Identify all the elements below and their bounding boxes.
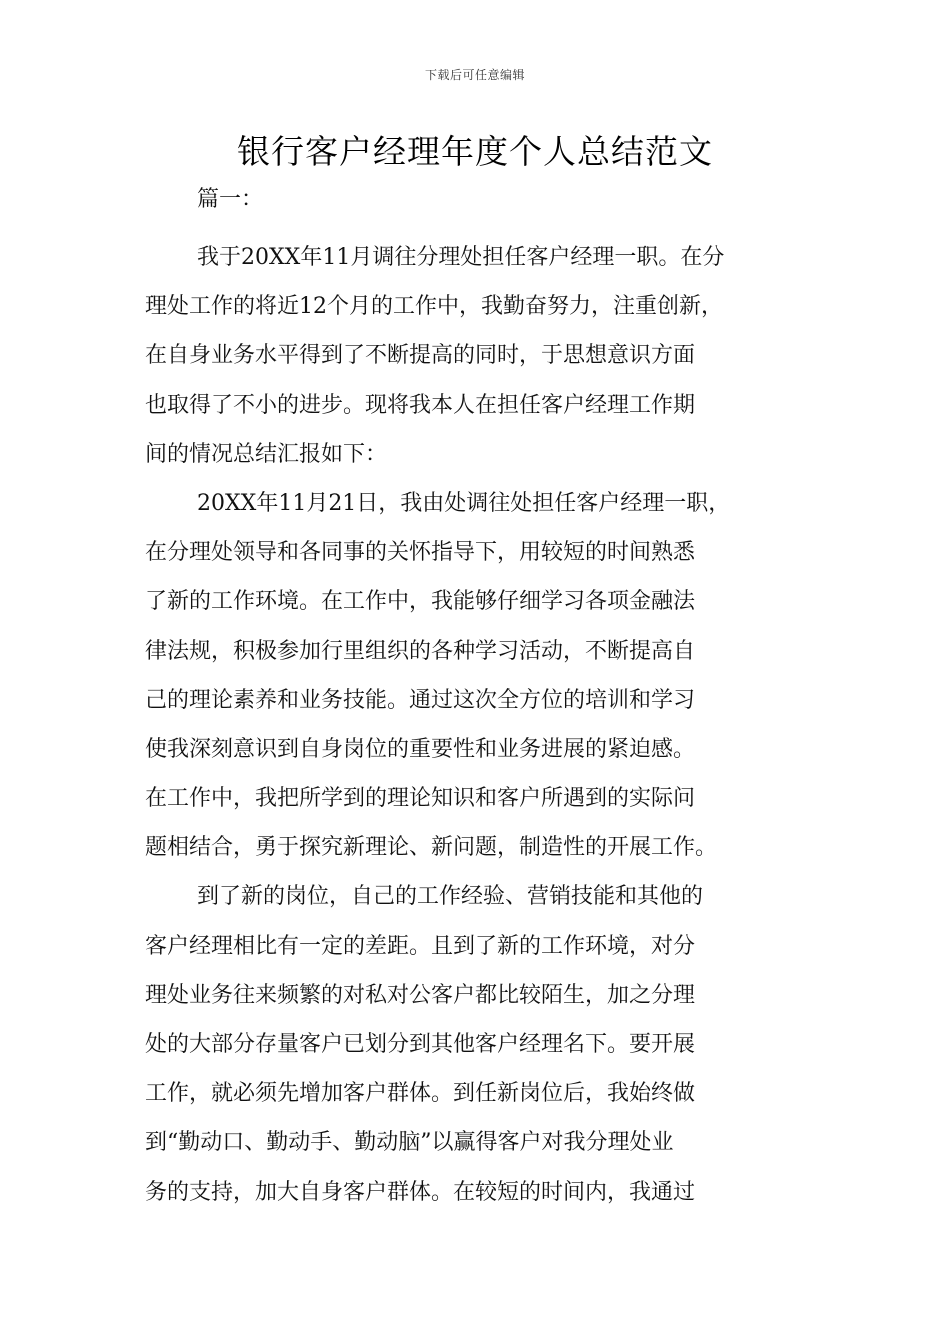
paragraph-line: 到“勤动口、勤动手、勤动脑”以赢得客户对我分理处业 — [145, 1130, 674, 1156]
paragraph-line: 律法规，积极参加行里组织的各种学习活动，不断提高自 — [145, 638, 696, 664]
paragraph-line: 题相结合，勇于探究新理论、新问题，制造性的开展工作。 — [145, 835, 718, 861]
paragraph-line: 我于20XX年11月调往分理处担任客户经理一职。在分 — [197, 245, 725, 270]
paragraph-line: 在分理处领导和各同事的关怀指导下，用较短的时间熟悉 — [145, 540, 696, 566]
paragraph-line: 己的理论素养和业务技能。通过这次全方位的培训和学习 — [145, 687, 696, 713]
paragraph-line: 间的情况总结汇报如下： — [145, 441, 388, 467]
paragraph-line: 也取得了不小的进步。现将我本人在担任客户经理工作期 — [145, 392, 696, 418]
paragraph-line: 了新的工作环境。在工作中，我能够仔细学习各项金融法 — [145, 589, 696, 615]
paragraph-line: 务的支持，加大自身客户群体。在较短的时间内，我通过 — [145, 1179, 696, 1205]
paragraph-line: 客户经理相比有一定的差距。且到了新的工作环境，对分 — [145, 933, 696, 959]
header-note: 下载后可任意编辑 — [424, 68, 525, 82]
paragraph-line: 工作，就必须先增加客户群体。到任新岗位后，我始终做 — [145, 1081, 696, 1107]
paragraph-line: 理处工作的将近12个月的工作中，我勤奋努力，注重创新， — [145, 294, 723, 320]
section-label: 篇一： — [197, 187, 264, 212]
paragraph-line: 到了新的岗位，自己的工作经验、营销技能和其他的 — [197, 884, 704, 910]
paragraph-line: 20XX年11月21日，我由处调往处担任客户经理一职， — [197, 490, 731, 516]
paragraph-line: 在自身业务水平得到了不断提高的同时，于思想意识方面 — [145, 343, 696, 369]
document-title: 银行客户经理年度个人总结范文 — [237, 132, 713, 171]
body-text — [145, 233, 813, 1217]
paragraph-line: 处的大部分存量客户已划分到其他客户经理名下。要开展 — [145, 1032, 696, 1057]
paragraph-line: 理处业务往来频繁的对私对公客户都比较陌生，加之分理 — [145, 982, 696, 1008]
paragraph-line: 在工作中，我把所学到的理论知识和客户所遇到的实际问 — [145, 786, 696, 812]
paragraph-line: 使我深刻意识到自身岗位的重要性和业务进展的紧迫感。 — [145, 736, 696, 762]
